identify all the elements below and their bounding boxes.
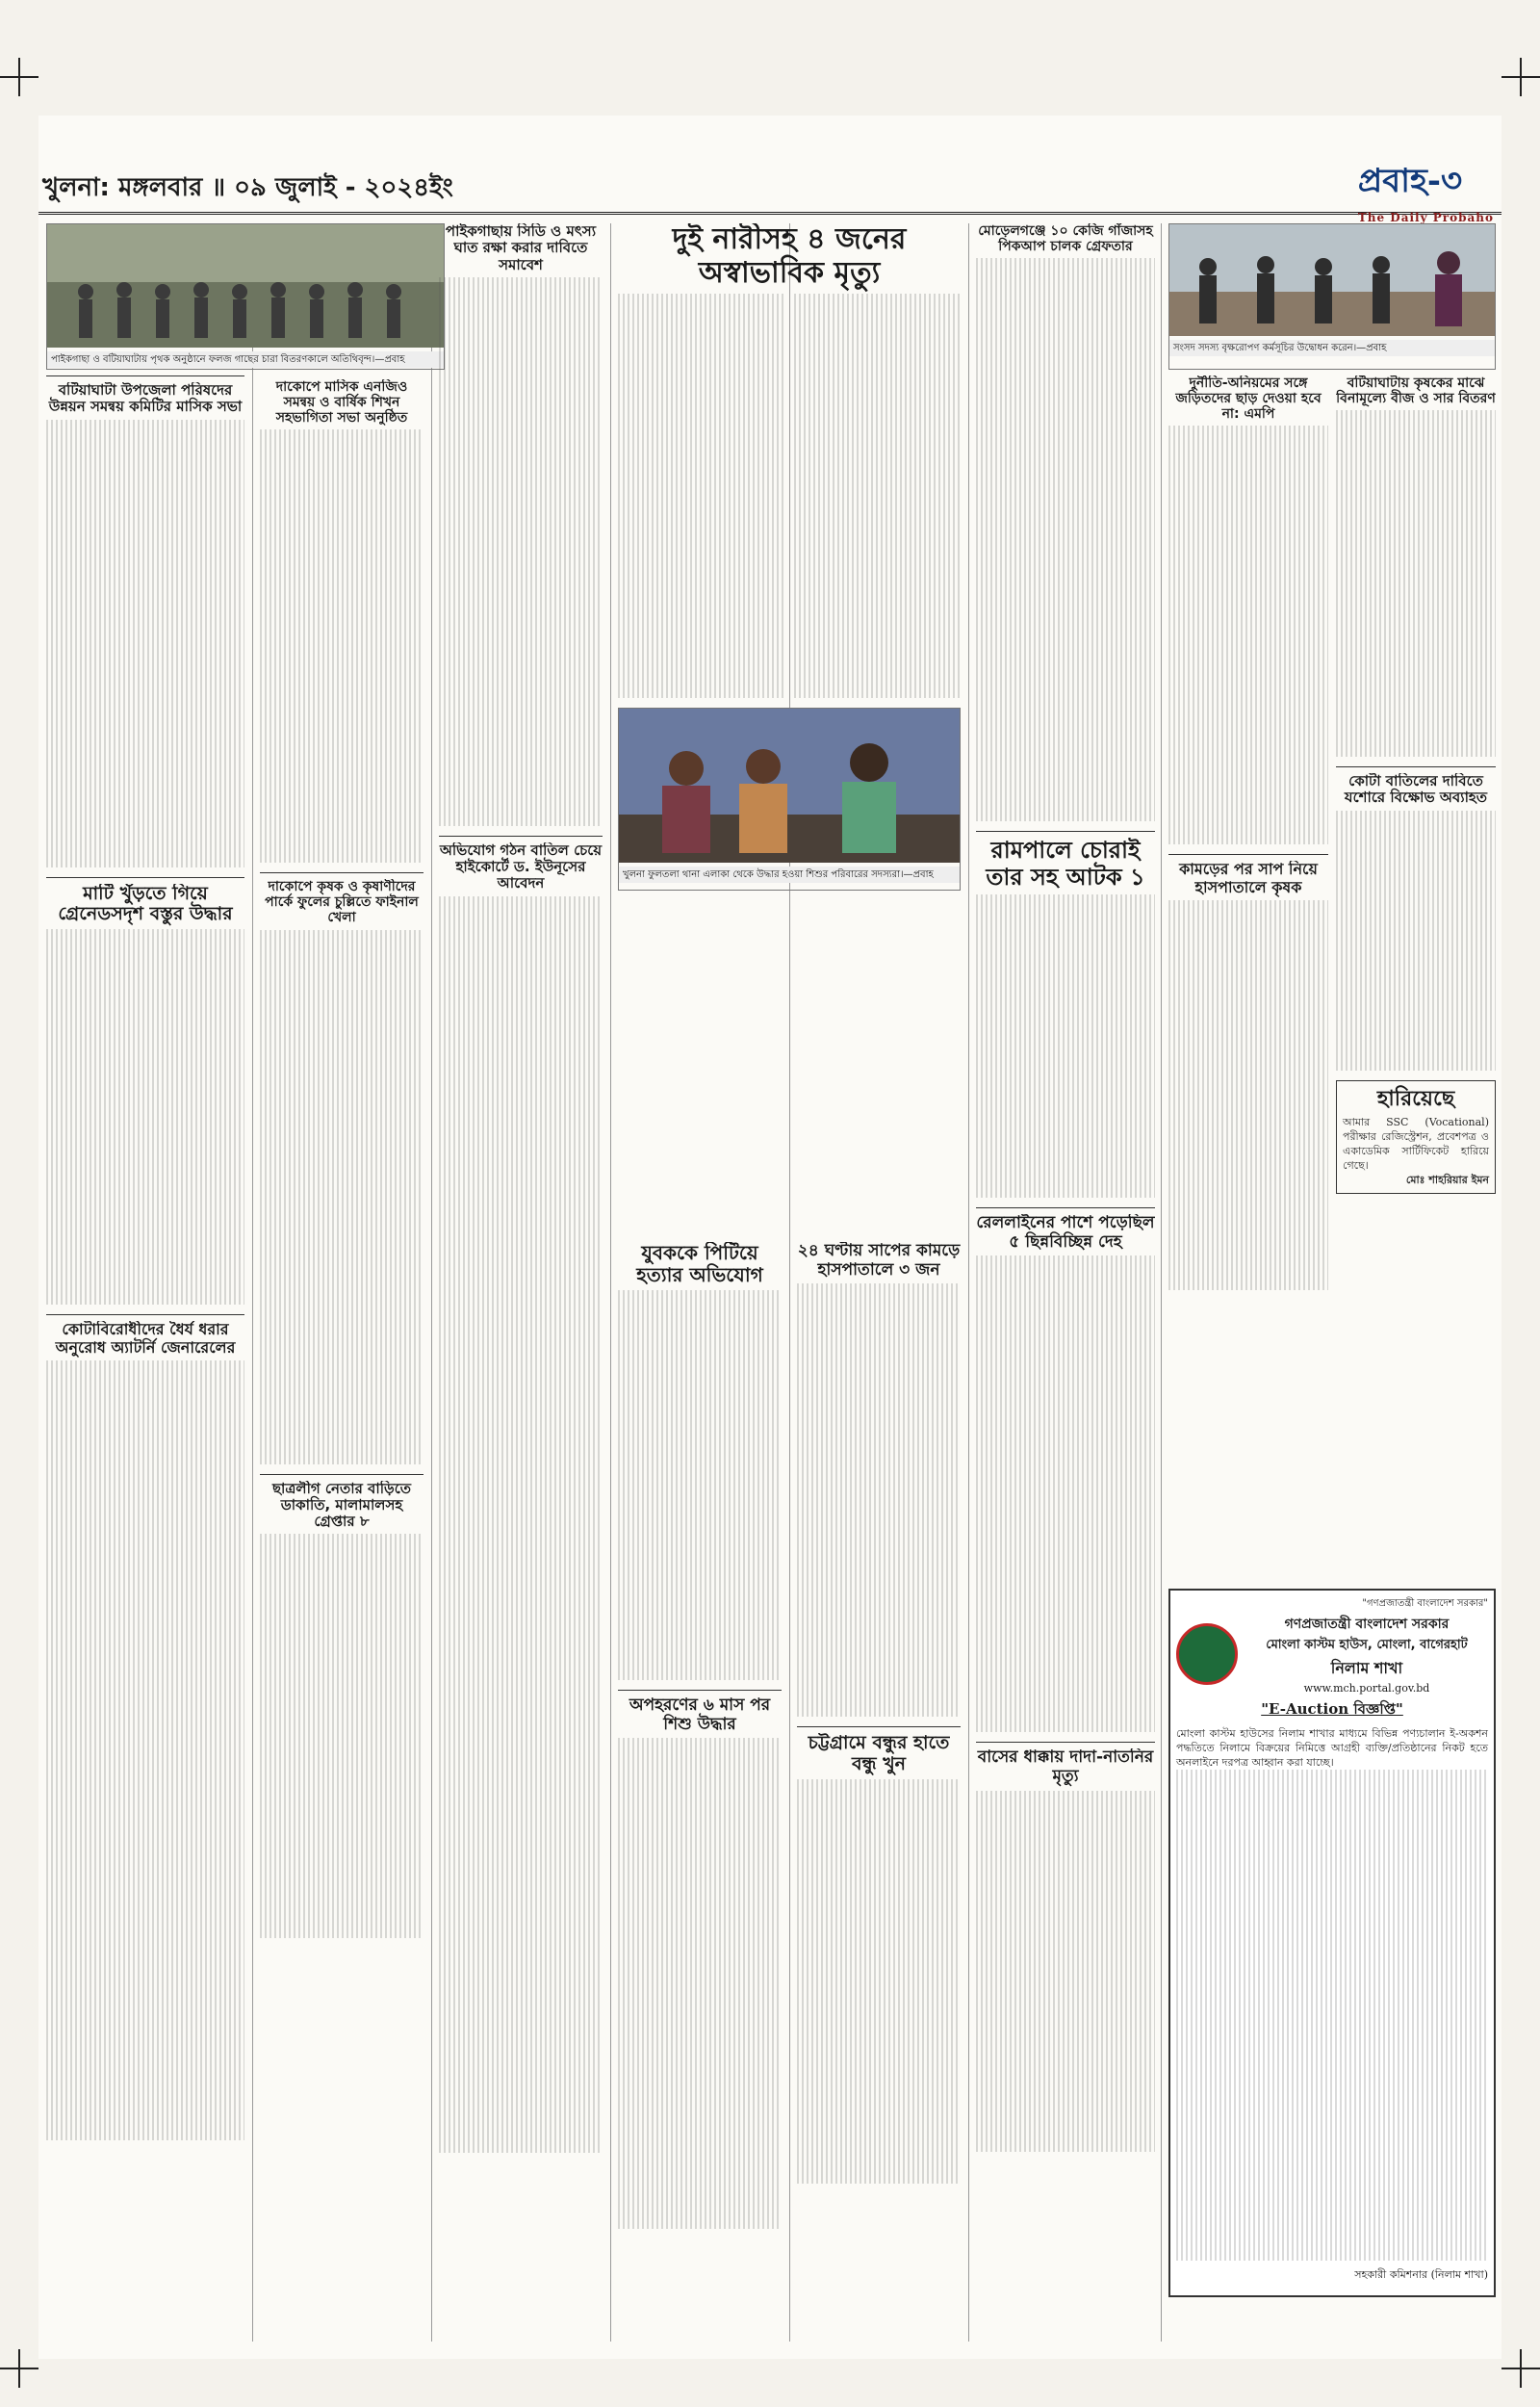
registration-mark-bottom-left (0, 2349, 38, 2388)
article-headline: কামড়ের পর সাপ নিয়ে হাসপাতালে কৃষক (1179, 861, 1318, 896)
photo-mp-event (1168, 223, 1496, 370)
article-body (1168, 426, 1328, 844)
article-headline: রেললাইনের পাশে পড়েছিল ৫ ছিন্নবিচ্ছিন্ন দেহ (976, 1214, 1155, 1252)
article-body (618, 294, 961, 698)
column-2 (260, 379, 424, 1948)
article-railway-bodies (976, 1214, 1155, 1732)
article-body (618, 1738, 782, 2229)
article-body (260, 1534, 424, 1938)
article-upazila-meeting (46, 382, 244, 867)
article-body (797, 1283, 961, 1717)
article-farmer-snake (1168, 861, 1328, 1290)
notice-heading: "E-Auction বিজ্ঞপ্তি" (1261, 1700, 1403, 1718)
article-body (797, 1779, 961, 2184)
column-5 (797, 1242, 961, 2193)
article-body (976, 1255, 1155, 1732)
article-headline: ছাত্রলীগ নেতার বাড়িতে ডাকাতি, মালামালসহ গ্রেপ্তার ৮ (271, 1480, 412, 1531)
article-body (976, 1791, 1155, 2152)
article-body (1336, 811, 1496, 1071)
article-body (46, 929, 244, 1305)
article-mp-corruption (1168, 375, 1328, 844)
notice-website: www.mch.portal.gov.bd (1303, 1682, 1430, 1695)
article-headline: মোড়েলগঞ্জে ১০ কেজি গাঁজাসহ পিকআপ চালক গ্রেফতার (978, 223, 1153, 255)
article-headline: দাকোপে মাসিক এনজিও সমন্বয় ও বার্ষিক শিখন সহভাগিতা সভা অনুষ্ঠিত (275, 379, 408, 427)
article-headline: অপহরণের ৬ মাস পর শিশু উদ্ধার (629, 1696, 771, 1734)
article-rampal-wire (976, 838, 1155, 1198)
article-headline: কোটা বাতিলের দাবিতে যশোরে বিক্ষোভ অব্যাহত (1344, 773, 1488, 807)
registration-mark-top-left (0, 58, 38, 96)
article-headline: দুই নারীসহ ৪ জনের অস্বাভাবিক মৃত্যু (672, 223, 907, 290)
column-3 (439, 223, 603, 2162)
article-dakop-farmers (260, 879, 424, 1463)
article-mongla-ganja (976, 223, 1155, 821)
photo-caption: সংসদ সদস্য বৃক্ষরোপণ কর্মসূচির উদ্বোধন করেন।—প্রবাহ (1169, 340, 1495, 356)
article-bus-accident (976, 1748, 1155, 2151)
article-chattogram-murder (797, 1733, 961, 2184)
registration-mark-bottom-right (1502, 2349, 1540, 2388)
article-headline: দাকোপে কৃষক ও কৃষাণীদের পার্কে ফুলের চুল্লিতে ফাইনাল খেলা (265, 879, 419, 926)
column-divider (431, 223, 432, 2342)
date-line: খুলনা: মঙ্গলবার ॥ ০৯ জুলাই - ২০২৪ইং (42, 173, 453, 202)
article-youth-beaten (618, 1242, 782, 1680)
article-headline: মাটি খুঁড়তে গিয়ে গ্রেনেডসদৃশ বস্তুর উদ্ধার (58, 883, 233, 925)
notice-signature: সহকারী কমিশনার (নিলাম শাখা) (1354, 2268, 1488, 2281)
article-chhatraleague-robbery (260, 1481, 424, 1939)
notice-body-continuation (1176, 1770, 1488, 2261)
column-7 (1168, 223, 1496, 1300)
article-body (46, 420, 244, 867)
article-headline: বাসের ধাক্কায় দাদা-নাতনির মৃত্যু (977, 1748, 1154, 1787)
article-body (976, 258, 1155, 821)
article-headline: যুবককে পিটিয়ে হত্যার অভিযোগ (636, 1242, 763, 1286)
article-headline: রামপালে চোরাই তার সহ আটক ১ (986, 838, 1145, 891)
article-headline: অভিযোগ গঠন বাতিল চেয়ে হাইকোর্টে ড. ইউনূসের আবেদন (439, 841, 603, 893)
article-seed-distribution (1336, 375, 1496, 757)
subcolumn-left (1168, 375, 1328, 1300)
lost-notice (1336, 1080, 1496, 1194)
registration-mark-top-right (1502, 58, 1540, 96)
article-attorney-general (46, 1321, 244, 2140)
column-4 (618, 1242, 782, 2239)
lost-notice-name: মোঃ শাহরিয়ার ইমন (1405, 1173, 1489, 1186)
lost-notice-body: আমার SSC (Vocational) পরীক্ষার রেজিস্ট্রেশন, প্রবেশপত্র ও একাডেমিক সার্টিফিকেট হারিয়ে গেছে। (1343, 1115, 1489, 1172)
article-headline: ২৪ ঘণ্টায় সাপের কামড়ে হাসপাতালে ৩ জন (797, 1242, 961, 1280)
article-body (439, 277, 603, 826)
column-divider (968, 223, 969, 2342)
photo-image (619, 709, 960, 863)
notice-section: নিলাম শাখা (1330, 1659, 1403, 1677)
article-body (260, 429, 424, 863)
masthead-title: প্রবাহ-৩ (1357, 162, 1463, 200)
photo-image (47, 224, 444, 348)
column-4-5 (618, 223, 961, 891)
article-headline: দুর্নীতি-অনিয়মের সঙ্গে জড়িতদের ছাড় দেওয়া হবে না: এমপি (1175, 375, 1322, 423)
article-body (1168, 900, 1328, 1290)
article-body (439, 896, 603, 2153)
article-body (618, 1290, 782, 1680)
eauction-notice (1168, 1589, 1496, 2297)
photo-caption: পাইকগাছা ও বটিয়াঘাটায় পৃথক অনুষ্ঠানে ফলজ গাছের চারা বিতরণকালে অতিথিবৃন্দ।—প্রবাহ (47, 351, 444, 368)
article-child-rescued (618, 1696, 782, 2229)
notice-office: মোংলা কাস্টম হাউস, মোংলা, বাগেরহাট (1266, 1638, 1468, 1652)
lost-notice-title: হারিয়েছে (1376, 1086, 1455, 1111)
column-divider (252, 223, 253, 2342)
article-yunus-highcourt (439, 842, 603, 2153)
page-header (38, 154, 1502, 224)
masthead-subtitle: The Daily Probaho (1357, 211, 1494, 224)
column-6 (976, 223, 1155, 2161)
article-grenade (46, 884, 244, 1306)
article-four-deaths (618, 223, 961, 698)
photo-caption: খুলনা ফুলতলা থানা এলাকা থেকে উদ্ধার হওয়া শিশুর পরিবারের সদস্যরা।—প্রবাহ (619, 867, 960, 883)
article-body (46, 1360, 244, 2140)
photo-image (1169, 224, 1495, 336)
article-headline: চট্টগ্রামে বন্ধুর হাতে বন্ধু খুন (808, 1733, 950, 1774)
article-headline: বটিয়াঘাটা উপজেলা পরিষদের উন্নয়ন সমন্বয় কমিটির মাসিক সভা (48, 382, 243, 416)
column-divider (1161, 223, 1162, 2342)
column-divider (610, 223, 611, 2342)
photo-tree-planting (46, 223, 445, 370)
article-jessore-protest (1336, 773, 1496, 1071)
masthead-logo (1358, 156, 1494, 224)
article-paikgacha-rally (439, 223, 603, 826)
notice-tag: "গণপ্রজাতন্ত্রী বাংলাদেশ সরকার" (1362, 1598, 1488, 1609)
article-body (1336, 410, 1496, 757)
article-headline: বটিয়াঘাটায় কৃষকের মাঝে বিনামূল্যে বীজ ও সার বিতরণ (1336, 375, 1496, 407)
notice-body: মোংলা কাস্টম হাউসের নিলাম শাখার মাধ্যমে বিভিন্ন পণ্যচালান ই-অকশন পদ্ধতিতে নিলামে বিক্রয়ের নিমিত্তে আগ্রহী ব্যক্তি/প্রতিষ্ঠানের নিকট হতে অনলাইনে দরপত্র আহ্বান করা যাচ্ছে। (1176, 1727, 1488, 1769)
article-dakop-ngo (260, 379, 424, 863)
subcolumn-right (1336, 375, 1496, 1300)
photo-rescued-child (618, 708, 961, 891)
article-headline: কোটাবিরোধীদের ধৈর্য ধরার অনুরোধ অ্যাটর্নি জেনারেলের (55, 1321, 236, 1357)
government-seal-icon (1176, 1623, 1238, 1685)
article-headline: পাইকগাছায় সিডি ও মৎস্য ঘাত রক্ষা করার দাবিতে সমাবেশ (445, 223, 597, 273)
notice-government: গণপ্রজাতন্ত্রী বাংলাদেশ সরকার (1284, 1617, 1450, 1632)
article-snakebite (797, 1242, 961, 1717)
article-body (260, 930, 424, 1464)
article-body (976, 894, 1155, 1198)
